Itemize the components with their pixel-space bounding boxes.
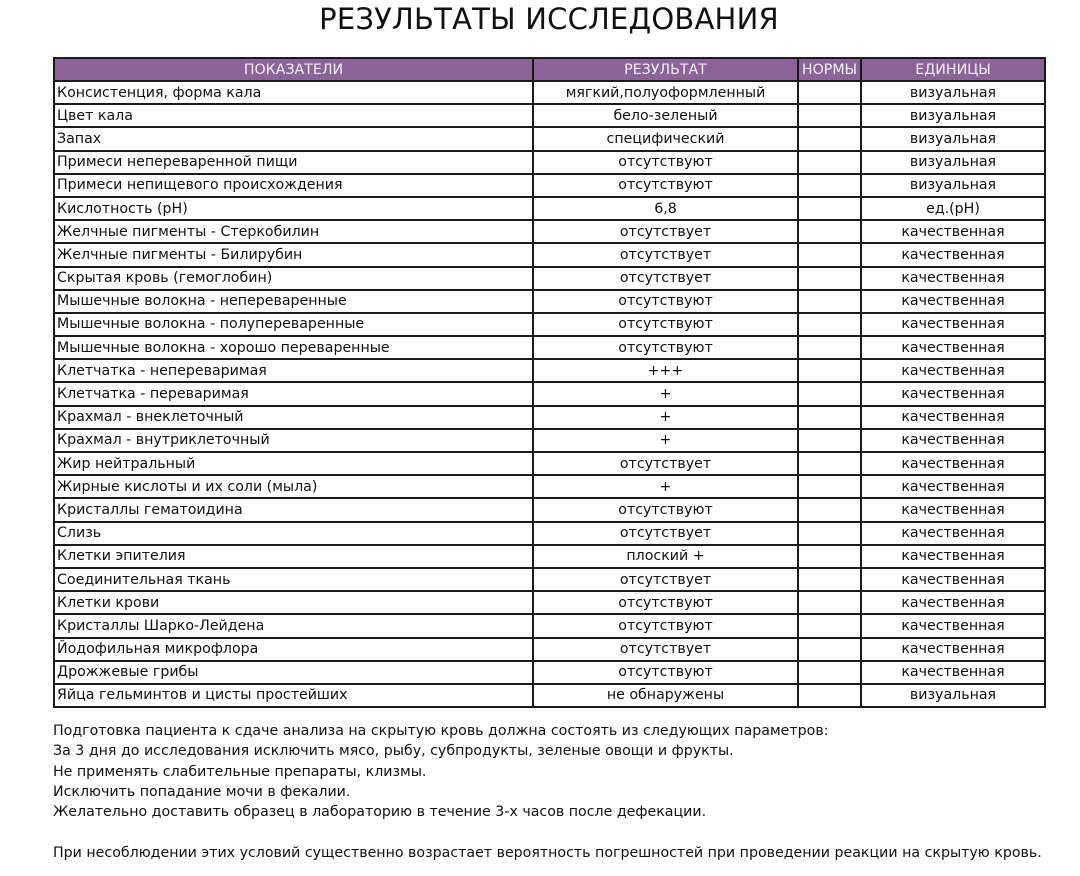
table-row — [54, 336, 1045, 359]
result-cell: + — [533, 475, 798, 498]
table-row — [54, 104, 1045, 127]
unit-cell: качественная — [861, 382, 1045, 405]
note-line: Исключить попадание мочи в фекалии. — [53, 783, 351, 800]
header-norms: НОРМЫ — [798, 58, 861, 81]
unit-cell: качественная — [861, 243, 1045, 266]
indicator-cell: Запах — [54, 127, 533, 150]
unit-cell: качественная — [861, 220, 1045, 243]
indicator-cell: Примеси непереваренной пищи — [54, 151, 533, 174]
note-line: Подготовка пациента к сдаче анализа на скрытую кровь должна состоять из следующих параметров: — [53, 723, 829, 739]
unit-cell: качественная — [861, 475, 1045, 498]
table-row — [54, 220, 1045, 243]
result-cell: отсутствует — [533, 638, 798, 661]
norm-cell — [798, 452, 861, 475]
result-cell: отсутствуют — [533, 151, 798, 174]
indicator-cell: Слизь — [54, 522, 533, 545]
unit-cell: качественная — [861, 498, 1045, 521]
indicator-cell: Жирные кислоты и их соли (мыла) — [54, 475, 533, 498]
norm-cell — [798, 243, 861, 266]
norm-cell — [798, 104, 861, 127]
table-row — [54, 243, 1045, 266]
indicator-cell: Мышечные волокна - непереваренные — [54, 290, 533, 313]
norm-cell — [798, 614, 861, 637]
table-row — [54, 267, 1045, 290]
indicator-cell: Кислотность (pH) — [54, 197, 533, 220]
unit-cell: качественная — [861, 614, 1045, 637]
unit-cell: качественная — [861, 429, 1045, 452]
unit-cell: качественная — [861, 406, 1045, 429]
unit-cell: визуальная — [861, 174, 1045, 197]
notes-lines — [53, 721, 1042, 822]
indicator-cell: Жир нейтральный — [54, 452, 533, 475]
indicator-cell: Примеси непищевого происхождения — [54, 174, 533, 197]
norm-cell — [798, 684, 861, 707]
unit-cell: качественная — [861, 359, 1045, 382]
table-row — [54, 475, 1045, 498]
indicator-cell: Дрожжевые грибы — [54, 661, 533, 684]
indicator-cell: Мышечные волокна - хорошо переваренные — [54, 336, 533, 359]
unit-cell: визуальная — [861, 151, 1045, 174]
result-cell: специфический — [533, 127, 798, 150]
result-cell: не обнаружены — [533, 684, 798, 707]
result-cell: отсутствуют — [533, 313, 798, 336]
indicator-cell: Цвет кала — [54, 104, 533, 127]
result-cell: отсутствуют — [533, 591, 798, 614]
result-cell: плоский + — [533, 545, 798, 568]
result-cell: отсутствуют — [533, 661, 798, 684]
indicator-cell: Крахмал - внеклеточный — [54, 406, 533, 429]
result-cell: бело-зеленый — [533, 104, 798, 127]
norm-cell — [798, 359, 861, 382]
norm-cell — [798, 127, 861, 150]
unit-cell: визуальная — [861, 127, 1045, 150]
indicator-cell: Желчные пигменты - Билирубин — [54, 243, 533, 266]
indicator-cell: Кристаллы гематоидина — [54, 498, 533, 521]
indicator-cell: Клетки крови — [54, 591, 533, 614]
unit-cell: качественная — [861, 267, 1045, 290]
indicator-cell: Соединительная ткань — [54, 568, 533, 591]
result-cell: 6,8 — [533, 197, 798, 220]
results-table — [53, 57, 1046, 708]
table-row — [54, 684, 1045, 707]
indicator-cell: Клетчатка - непереваримая — [54, 359, 533, 382]
table-row — [54, 290, 1045, 313]
header-indicators: ПОКАЗАТЕЛИ — [54, 58, 533, 81]
unit-cell: качественная — [861, 638, 1045, 661]
result-cell: отсутствует — [533, 522, 798, 545]
indicator-cell: Консистенция, форма кала — [54, 81, 533, 104]
unit-cell: качественная — [861, 591, 1045, 614]
table-row — [54, 429, 1045, 452]
note-line: Не применять слабительные препараты, клизмы. — [53, 763, 427, 780]
table-row — [54, 382, 1045, 405]
indicator-cell: Скрытая кровь (гемоглобин) — [54, 267, 533, 290]
norm-cell — [798, 475, 861, 498]
note-line: Желательно доставить образец в лабораторию в течение 3-х часов после дефекации. — [53, 804, 707, 821]
norm-cell — [798, 382, 861, 405]
result-cell: + — [533, 429, 798, 452]
table-row — [54, 197, 1045, 220]
page-title: РЕЗУЛЬТАТЫ ИССЛЕДОВАНИЯ — [319, 2, 779, 36]
norm-cell — [798, 661, 861, 684]
norm-cell — [798, 545, 861, 568]
result-cell: + — [533, 382, 798, 405]
unit-cell: качественная — [861, 661, 1045, 684]
norm-cell — [798, 522, 861, 545]
table-row — [54, 498, 1045, 521]
indicator-cell: Желчные пигменты - Стеркобилин — [54, 220, 533, 243]
norm-cell — [798, 406, 861, 429]
norm-cell — [798, 568, 861, 591]
norm-cell — [798, 498, 861, 521]
table-row — [54, 151, 1045, 174]
indicator-cell: Мышечные волокна - полупереваренные — [54, 313, 533, 336]
table-row — [54, 638, 1045, 661]
table-row — [54, 614, 1045, 637]
table-row — [54, 568, 1045, 591]
result-cell: отсутствуют — [533, 498, 798, 521]
table-row — [54, 406, 1045, 429]
result-cell: отсутствует — [533, 243, 798, 266]
result-cell: отсутствует — [533, 568, 798, 591]
indicator-cell: Йодофильная микрофлора — [54, 638, 533, 661]
norm-cell — [798, 290, 861, 313]
indicator-cell: Клетчатка - переваримая — [54, 382, 533, 405]
indicator-cell: Кристаллы Шарко-Лейдена — [54, 614, 533, 637]
result-cell: мягкий,полуоформленный — [533, 81, 798, 104]
norm-cell — [798, 638, 861, 661]
table-row — [54, 174, 1045, 197]
table-body — [54, 81, 1045, 707]
unit-cell: качественная — [861, 452, 1045, 475]
unit-cell: качественная — [861, 545, 1045, 568]
result-cell: отсутствуют — [533, 290, 798, 313]
table-row — [54, 591, 1045, 614]
table-row — [54, 313, 1045, 336]
preparation-notes — [53, 721, 1042, 863]
note-line: За 3 дня до исследования исключить мясо, рыбу, субпродукты, зеленые овощи и фрукты. — [53, 743, 734, 760]
table-row — [54, 81, 1045, 104]
norm-cell — [798, 429, 861, 452]
notes-warning: При несоблюдении этих условий существенно возрастает вероятность погрешностей при проведении реакции на скрытую кровь. — [53, 844, 1042, 861]
indicator-cell: Клетки эпителия — [54, 545, 533, 568]
unit-cell: визуальная — [861, 104, 1045, 127]
norm-cell — [798, 197, 861, 220]
table-row — [54, 452, 1045, 475]
result-cell: отсутствуют — [533, 336, 798, 359]
result-cell: отсутствует — [533, 452, 798, 475]
unit-cell: качественная — [861, 568, 1045, 591]
unit-cell: визуальная — [861, 684, 1045, 707]
result-cell: отсутствуют — [533, 174, 798, 197]
norm-cell — [798, 336, 861, 359]
norm-cell — [798, 313, 861, 336]
indicator-cell: Крахмал - внутриклеточный — [54, 429, 533, 452]
norm-cell — [798, 81, 861, 104]
table-row — [54, 545, 1045, 568]
unit-cell: качественная — [861, 313, 1045, 336]
result-cell: отсутствуют — [533, 614, 798, 637]
table-row — [54, 661, 1045, 684]
norm-cell — [798, 267, 861, 290]
unit-cell: визуальная — [861, 81, 1045, 104]
table-row — [54, 359, 1045, 382]
norm-cell — [798, 151, 861, 174]
unit-cell: качественная — [861, 336, 1045, 359]
norm-cell — [798, 220, 861, 243]
result-cell: отсутствует — [533, 220, 798, 243]
norm-cell — [798, 591, 861, 614]
unit-cell: качественная — [861, 290, 1045, 313]
norm-cell — [798, 174, 861, 197]
table-row — [54, 127, 1045, 150]
table-header-row — [54, 58, 1045, 81]
header-result: РЕЗУЛЬТАТ — [533, 58, 798, 81]
result-cell: + — [533, 406, 798, 429]
header-units: ЕДИНИЦЫ — [861, 58, 1045, 81]
unit-cell: ед.(pH) — [861, 197, 1045, 220]
unit-cell: качественная — [861, 522, 1045, 545]
result-cell: отсутствует — [533, 267, 798, 290]
result-cell: +++ — [533, 359, 798, 382]
indicator-cell: Яйца гельминтов и цисты простейших — [54, 684, 533, 707]
table-row — [54, 522, 1045, 545]
notes-spacer — [53, 822, 1042, 842]
